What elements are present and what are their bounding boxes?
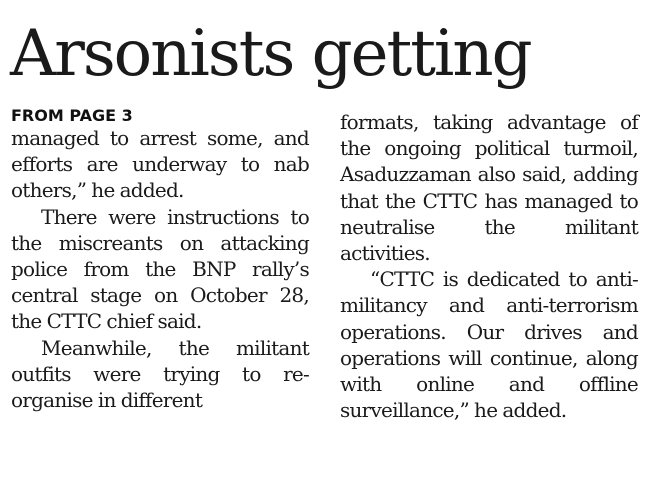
paragraph-2: There were instructions to the miscreants on attacking police from the BNP rally’s central stage on October 28, the CTTC chief said.: [11, 204, 309, 334]
paragraph-5: “CTTC is dedicated to anti-militancy and anti-terrorism operations. Our drives and operations will continue, along with online and offline surveillance,” he added.: [340, 267, 638, 423]
paragraph-3: Meanwhile, the militant outfits were trying to re-organise in different: [11, 335, 309, 413]
continuation-kicker: FROM PAGE 3: [11, 106, 133, 125]
headline: Arsonists getting: [10, 17, 531, 91]
paragraph-4: formats, taking advantage of the ongoing political turmoil, Asaduzzaman also said, adding that the CTTC has managed to neutralise the militant activities.: [340, 110, 638, 266]
article-column-left: [11, 107, 309, 413]
paragraph-1: managed to arrest some, and efforts are underway to nab others,” he added.: [11, 126, 309, 203]
article-column-right: [340, 109, 638, 423]
